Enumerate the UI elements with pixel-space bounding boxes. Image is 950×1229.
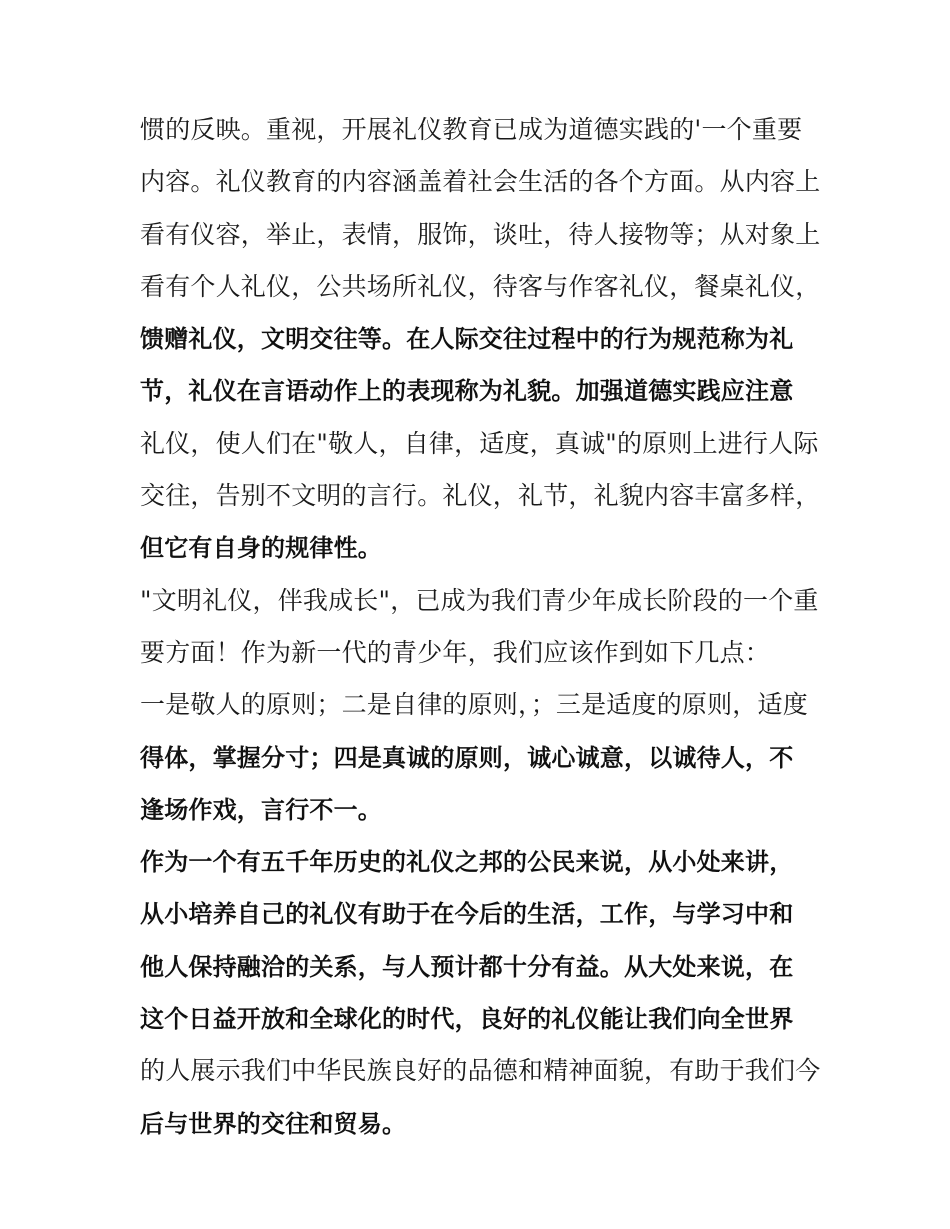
text-line: 但它有自身的规律性。 [140, 534, 382, 563]
text-line: 交往，告别不文明的言行。礼仪，礼节，礼貌内容丰富多样， [140, 481, 820, 511]
text-line: 节，礼仪在言语动作上的表现称为礼貌。加强道德实践应注意 [140, 377, 794, 406]
text-line: "文明礼仪，伴我成长"，已成为我们青少年成长阶段的一个重 [140, 585, 819, 615]
text-line: 的人展示我们中华民族良好的品德和精神面貌，有助于我们今 [140, 1056, 820, 1086]
text-line: 看有个人礼仪，公共场所礼仪，待客与作客礼仪，餐桌礼仪， [140, 271, 820, 301]
text-line: 得体，掌握分寸；四是真诚的原则，诚心诚意，以诚待人，不 [140, 743, 794, 772]
text-line: 他人保持融洽的关系，与人预计都十分有益。从大处来说，在 [140, 952, 794, 981]
text-line: 后与世界的交往和贸易。 [140, 1109, 407, 1138]
text-line: 作为一个有五千年历史的礼仪之邦的公民来说，从小处来讲， [140, 848, 794, 877]
text-line: 看有仪容，举止，表情，服饰，谈吐，待人接物等；从对象上 [140, 219, 820, 249]
text-line: 从小培养自己的礼仪有助于在今后的生活，工作，与学习中和 [140, 900, 794, 929]
text-line: 一是敬人的原则；二是自律的原则，；三是适度的原则，适度 [140, 690, 808, 720]
text-line: 礼仪，使人们在"敬人，自律，适度，真诚"的原则上进行人际 [140, 428, 819, 458]
text-line: 馈赠礼仪，文明交往等。在人际交往过程中的行为规范称为礼 [140, 325, 794, 354]
text-line: 内容。礼仪教育的内容涵盖着社会生活的各个方面。从内容上 [140, 167, 820, 197]
text-line: 惯的反映。重视，开展礼仪教育已成为道德实践的'一个重要 [140, 115, 803, 144]
text-line: 要方面！作为新一代的青少年，我们应该作到如下几点： [140, 637, 771, 667]
text-line: 逢场作戏，言行不一。 [140, 795, 382, 824]
body-text [140, 108, 820, 1154]
text-line: 这个日益开放和全球化的时代，良好的礼仪能让我们向全世界 [140, 1005, 794, 1034]
